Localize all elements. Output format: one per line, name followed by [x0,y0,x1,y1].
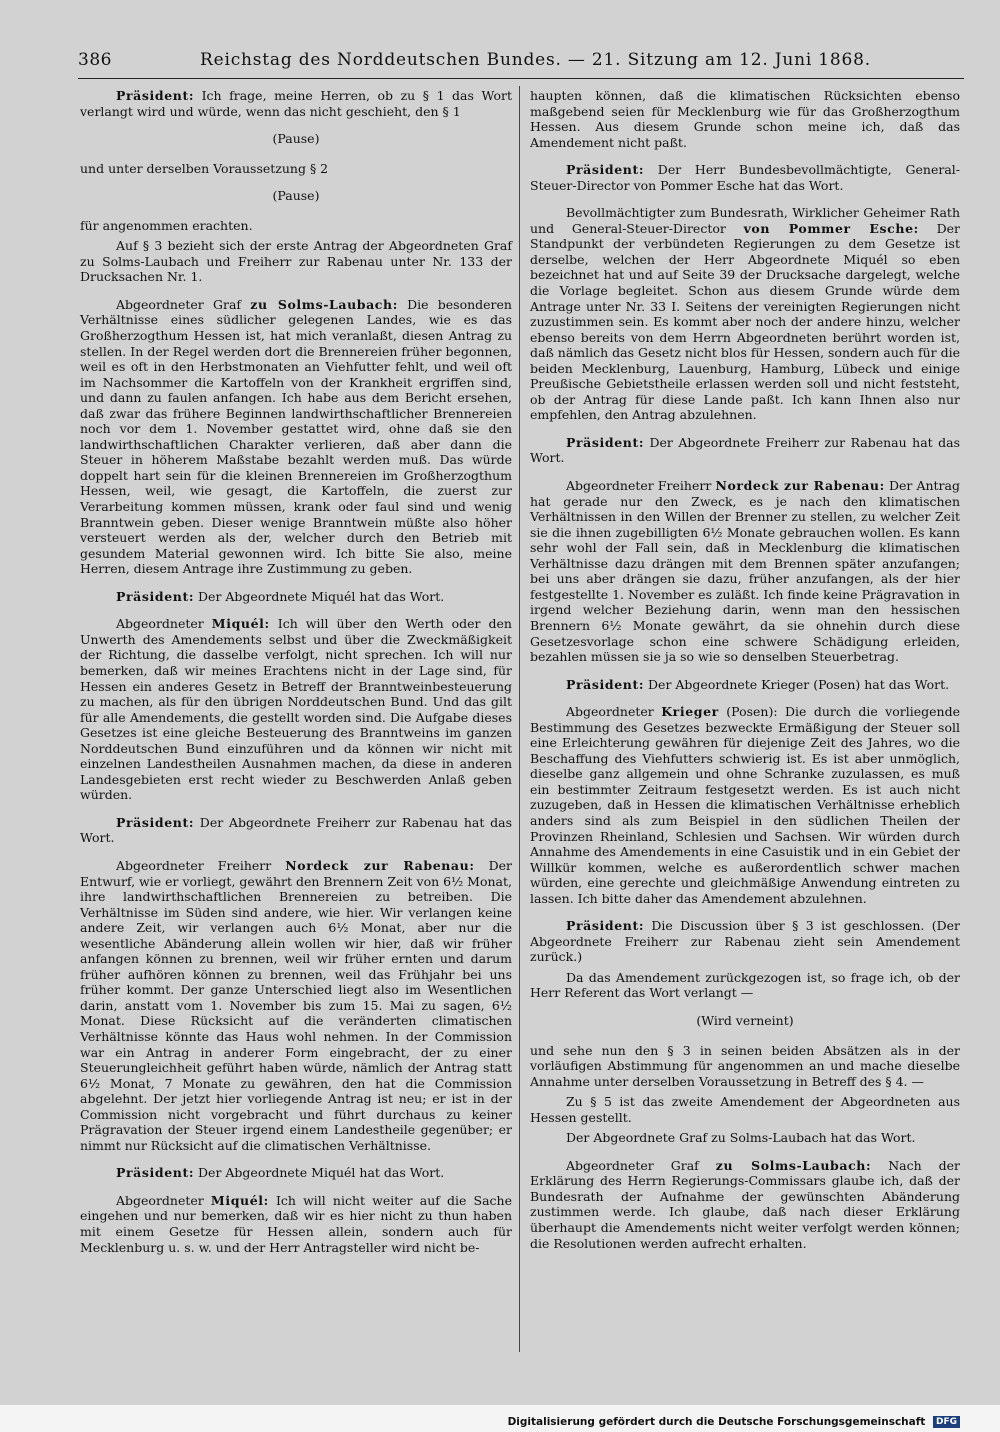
paragraph-text: Nach der Erklärung des Herrn Regierungs-Commissars glaube ich, daß der Bundesrath der Aufnahme der gewünschten Abänderung zustimmen werde. Ich glaube, daß nach dieser Erklärung überhaupt die Amendements nicht weiter verfolgt werden können; die Resolutionen werden aufrecht erhalten. [530,1157,960,1251]
speaker-name: Präsident: [116,1165,195,1181]
paragraph-text: und unter derselben Voraussetzung § 2 [80,160,329,176]
speaker-title: Abgeordneter [116,616,204,632]
speaker-title: Abgeordneter Graf [566,1157,699,1173]
speaker-name: Nordeck zur Rabenau: [285,857,475,873]
speech-paragraph [530,918,960,965]
speech-paragraph [530,205,960,423]
speech-paragraph [80,616,512,803]
speech-paragraph [530,704,960,906]
paragraph-text: Da das Amendement zurückgezogen ist, so frage ich, ob der Herr Referent das Wort verlangt — [530,969,960,1001]
speech-paragraph [80,589,512,605]
paragraph-text: Der Abgeordnete Freiherr zur Rabenau hat das Wort. [80,814,512,846]
paragraph [80,218,512,234]
speaker-name: Präsident: [116,814,195,830]
speaker-name: Präsident: [116,88,195,103]
speaker-name: Präsident: [566,434,645,450]
speech-paragraph [80,297,512,577]
paragraph-text: Zu § 5 ist das zweite Amendement der Abgeordneten aus Hessen gestellt. [530,1094,960,1125]
speaker-name: Präsident: [116,588,195,604]
stage-direction: (Wird verneint) [696,1012,794,1028]
speaker-name: Nordeck zur Rabenau: [715,478,885,494]
speaker-name: Krieger [661,704,719,720]
speech-paragraph [530,1158,960,1251]
paragraph-text: Ich will nicht weiter auf die Sache eingehen und nur bemerken, daß wir es hier nicht zu thun haben mit einem Gesetze für Hessen allein, sondern auch für Mecklenburg u. s. w. und der Herr Antragsteller wird nicht be- [80,1192,512,1255]
speech-paragraph [80,1165,512,1181]
paragraph-text: Der Abgeordnete Miquél hat das Wort. [198,588,445,604]
speech-paragraph [80,1193,512,1255]
paragraph-text: Der Standpunkt der verbündeten Regierungen zu dem Gesetze ist derselbe, welchen der Herr Abgeordnete Miquél so eben bezeichnet hat und auf Seite 39 der Drucksache dargelegt, welche die Vorlage begleitet. Schon aus diesem Grunde würde dem Antrage unter Nr. 33 I. Seitens der vereinigten Regierungen nicht zuzustimmen sein. Es kommt aber noch der andere hinzu, welcher ebenso bereits von dem Herrn Abgeordneten berührt worden ist, daß nämlich das Gesetz nicht blos für Hessen, sondern auch für die beiden Mecklenburg, Lauenburg, Hamburg, Lübeck und einige Preußische Gebietstheile erlassen werden soll und nicht feststeht, ob der Antrag für diese Lande paßt. Ich kann Ihnen also nur empfehlen, den Antrag abzulehnen. [530,220,960,423]
speech-paragraph [530,677,960,693]
running-head-title: Reichstag des Norddeutschen Bundes. — 21. Sitzung am 12. Juni 1868. [200,50,871,70]
speaker-title: Abgeordneter Freiherr [116,857,272,873]
paragraph-text: Ich frage, meine Herren, ob zu § 1 das Wort verlangt wird und würde, wenn das nicht geschieht, den § 1 [80,88,512,119]
column-divider [519,86,520,1352]
paragraph [80,238,512,285]
dfg-logo: DFG [933,1416,960,1428]
paragraph-text: Der Antrag hat gerade nur den Zweck, es je nach den klimatischen Verhältnissen in den Willen der Brenner zu stellen, zu welcher Zeit sie die ihnen zugebilligten 6½ Monate gebrauchen wollen. Es kann sehr wohl der Fall sein, daß in Mecklenburg die klimatischen Verhältnisse dazu drängen mit dem Brennen später anzufangen; bei uns aber drängen sie dazu, früher anzufangen, als der hier festgestellte 1. November es zuläßt. Ich finde keine Prägravation in irgend welcher Beziehung darin, wenn man den hessischen Brennern 6½ Monate gewährt, da sie ohnehin durch diese Gesetzesvorlage schon eine schwere Schädigung erleiden, bezahlen müssen sie ja so wie so denselben Steuerbetrag. [530,478,960,665]
paragraph-text: Der Abgeordnete Krieger (Posen) hat das Wort. [648,676,950,692]
paragraph-text: und sehe nun den § 3 in seinen beiden Absätzen als in der vorläufigen Abstimmung für angenommen an und mache dieselbe Annahme unter derselben Voraussetzung in Betreff des § 4. — [530,1042,960,1089]
running-header [78,44,964,79]
page-number: 386 [78,50,112,70]
speaker-name: zu Solms-Laubach: [250,296,398,312]
footer-credit-text: Digitalisierung gefördert durch die Deutsche Forschungsgemeinschaft [507,1416,926,1428]
speech-paragraph [80,88,512,119]
speaker-name: Präsident: [566,918,645,934]
speaker-name: von Pommer Esche: [743,220,919,236]
paragraph [530,1094,960,1125]
right-column [530,88,960,1263]
paragraph-text: Die besonderen Verhältnisse eines südlicher gelegenen Landes, wie es das Großherzogthum Hessen ist, hat mich veranlaßt, diesen Antrag zu stellen. In der Regel werden dort die Brennereien früher begonnen, weil es oft in den Herbstmonaten an Viehfutter fehlt, und weil oft im Nachsommer die Kartoffeln von der Krankheit ergriffen sind, und dann zu faulen anfangen. Ich habe aus dem Bericht ersehen, daß zwar das frühere Beginnen landwirthschaftlicher Brennereien noch vor dem 1. November gestattet wird, ohne daß sie den landwirthschaftlichen Charakter verlieren, daß aber dann die Steuer in höherem Maßstabe bezahlt werden muß. Das würde doppelt hart sein für die kleinen Brennereien im Großherzogthum Hessen, weil, wie gesagt, die Kartoffeln, die zuerst zur Verarbeitung kommen müssen, krank oder faul sind und wenig Branntwein geben. Dieser wenige Branntwein müßte also höher versteuert werden als der, welcher durch den Betrieb mit gesundem Material gewonnen wird. Ich bitte Sie also, meine Herren, diesem Antrage ihre Zustimmung zu geben. [80,296,512,577]
paragraph-text: Auf § 3 bezieht sich der erste Antrag der Abgeordneten Graf zu Solms-Laubach und Freiherr zur Rabenau unter Nr. 133 der Drucksachen Nr. 1. [80,238,512,285]
paragraph [530,1043,960,1090]
speaker-title: Abgeordneter [116,1192,204,1208]
speaker-name: Präsident: [566,676,645,692]
speaker-title: Abgeordneter Freiherr [566,478,712,494]
speaker-name: Miquél: [211,616,270,632]
speaker-name: Miquél: [210,1192,269,1208]
speaker-name: zu Solms-Laubach: [715,1157,872,1173]
paragraph-text: Ich will über den Werth oder den Unwerth des Amendements selbst und über die Zweckmäßigkeit der Richtung, die dasselbe verfolgt, nicht sprechen. Ich will nur bemerken, daß wir meines Erachtens nicht in der Lage sind, für Hessen ein anderes Gesetz in Betreff der Branntweinbesteuerung zu machen, als für den übrigen Norddeutschen Bund. Und das gilt für alle Amendements, die gestellt worden sind. Die Aufgabe dieses Gesetzes ist eine gleiche Besteuerung des Branntweins im ganzen Norddeutschen Bund einzuführen und da können wir nicht mit einzelnen Landestheilen Ausnahmen machen, da diese in anderen Landesgebieten erst recht wieder zu Beschwerden Anlaß geben würden. [80,616,512,803]
paragraph-text: Der Abgeordnete Freiherr zur Rabenau hat das Wort. [530,434,960,466]
paragraph [530,1130,960,1146]
speaker-title: Abgeordneter [566,704,654,720]
speech-paragraph [80,858,512,1153]
paragraph-text: Die Discussion über § 3 ist geschlossen. (Der Abgeordnete Freiherr zur Rabenau zieht sein Amendement zurück.) [530,918,960,965]
speech-paragraph [530,435,960,466]
paragraph-text: für angenommen erachten. [80,217,253,233]
speaker-title: Abgeordneter Graf [116,296,242,312]
speech-paragraph [530,478,960,665]
stage-direction: (Pause) [272,131,320,147]
footer-credit [508,1416,960,1428]
speaker-title: Bevollmächtigter zum Bundesrath, Wirklicher Geheimer Rath und General-Steuer-Director [530,205,960,236]
paragraph-text: Der Herr Bundesbevollmächtigte, General-Steuer-Director von Pommer Esche hat das Wort. [530,162,960,193]
paragraph-text: Der Entwurf, wie er vorliegt, gewährt den Brennern Zeit von 6½ Monat, ihre landwirthschaftlichen Brennereien zu betreiben. Die Verhältnisse im Süden sind andere, wie hier. Wir verlangen keine andere Zeit, wir verlangen auch 6½ Monat, aber nur die wesentliche Abänderung allein wollen wir hier, daß wir früher anfangen können zu brennen, weil wir früher ernten und darum früher aufhören können zu brennen, weil das Frühjahr bei uns früher kommt. Der ganze Unterschied liegt also im Wesentlichen darin, anstatt vom 1. November bis zum 15. Mai zu sagen, 6½ Monat. Diese Rücksicht auf die veränderten climatischen Verhältnisse könnte das Haus wohl nehmen. In der Commission war ein Antrag in anderer Form eingebracht, der zu einer Steuerungleichheit geführt haben würde, nämlich der Antrag statt 6½ Monat, 7 Monate zu gewähren, den hat die Commission abgelehnt. Der jetzt hier vorliegende Antrag ist neu; er ist in der Commission nicht vorgebracht und führt durchaus zu keiner Prägravation der Steuer irgend einem Landestheile gegenüber; er nimmt nur Rücksicht auf die climatischen Verhältnisse. [80,857,513,1153]
speaker-name: Präsident: [566,162,645,178]
stage-direction: (Pause) [272,188,320,204]
left-column [80,88,512,1267]
paragraph-text: Der Abgeordnete Miquél hat das Wort. [198,1165,445,1181]
paragraph-text: Der Abgeordnete Graf zu Solms-Laubach hat das Wort. [566,1130,916,1146]
paragraph [80,161,512,177]
paragraph-text: haupten können, daß die klimatischen Rücksichten ebenso maßgebend seien für Mecklenburg wie für das Großherzogthum Hessen. Aus diesem Grunde schon meine ich, daß das Amendement nicht paßt. [530,88,960,150]
speech-paragraph [80,815,512,846]
paragraph [530,88,960,150]
speech-paragraph [530,162,960,193]
paragraph [530,970,960,1001]
paragraph-text: (Posen): Die durch die vorliegende Bestimmung des Gesetzes bezweckte Ermäßigung der Steuer soll eine Erleichterung gewähren für diejenige Zeit des Jahres, wo die Beschaffung des Viehfutters schwierig ist. Es ist aber unmöglich, dieselbe ganz allgemein und ohne Schranke zuzulassen, es muß ein bestimmter Zeitraum festgesetzt werden. Es ist auch nicht zuzugeben, daß in Hessen die klimatischen Verhältnisse erheblich anders sind als zum Beispiel in den südlichen Theilen der Provinzen Rheinland, Schlesien und Sachsen. Wir würden durch Annahme des Amendements in eine Casuistik und in ein Gebiet der Willkür kommen, welche es außerordentlich schwer machen würden, eine gerechte und gleichmäßige Anwendung eintreten zu lassen. Ich bitte daher das Amendement abzulehnen. [530,704,960,906]
